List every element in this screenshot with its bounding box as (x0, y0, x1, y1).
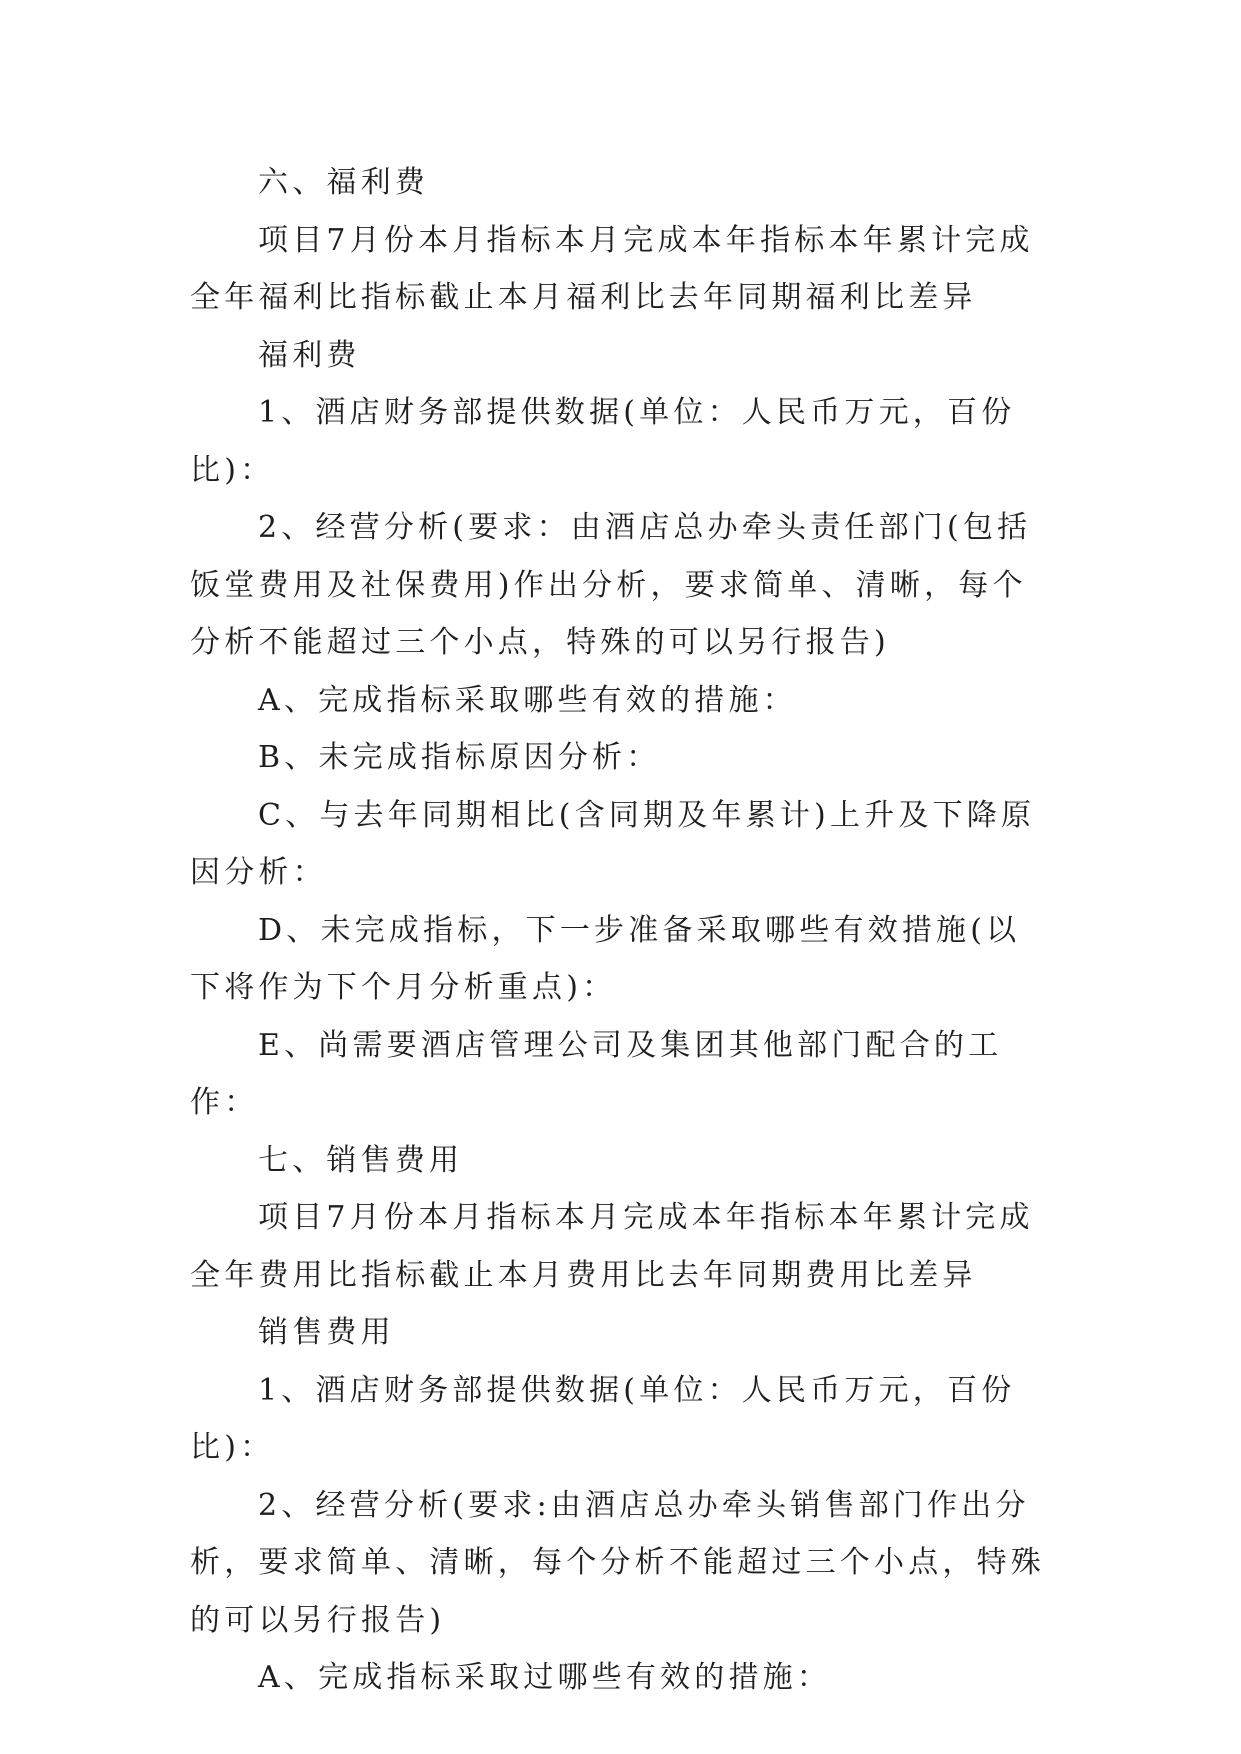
sales-item-a: A、完成指标采取过哪些有效的措施： (258, 1660, 832, 1695)
welfare-table-columns: 项目7月份本月指标本月完成本年指标本年累计完成全年福利比指标截止本月福利比去年同期福利比差异 (190, 222, 1034, 315)
welfare-item-d: D、未完成指标，下一步准备采取哪些有效措施(以下将作为下个月分析重点)： (190, 912, 1021, 1005)
section-heading-welfare: 六、福利费 (258, 165, 429, 200)
welfare-item-c: C、与去年同期相比(含同期及年累计)上升及下降原因分析： (190, 797, 1036, 890)
sales-table-columns: 项目7月份本月指标本月完成本年指标本年累计完成全年费用比指标截止本月费用比去年同期费用比差异 (190, 1200, 1034, 1293)
welfare-item-e: E、尚需要酒店管理公司及集团其他部门配合的工作： (190, 1027, 1003, 1120)
welfare-item-b: B、未完成指标原因分析： (258, 740, 661, 775)
document-body (190, 154, 1054, 1707)
welfare-data-note: 1、酒店财务部提供数据(单位：人民币万元，百份比)： (190, 395, 1016, 488)
sales-row-label: 销售费用 (258, 1315, 395, 1350)
sales-analysis-requirement: 2、经营分析(要求:由酒店总办牵头销售部门作出分析，要求简单、清晰，每个分析不能超过三个小点，特殊的可以另行报告) (190, 1487, 1045, 1638)
welfare-row-label: 福利费 (258, 337, 361, 373)
welfare-analysis-requirement: 2、经营分析(要求：由酒店总办牵头责任部门(包括饭堂费用及社保费用)作出分析，要求简单、清晰，每个分析不能超过三个小点，特殊的可以另行报告) (190, 510, 1032, 660)
welfare-item-a: A、完成指标采取哪些有效的措施： (258, 682, 797, 718)
sales-data-note: 1、酒店财务部提供数据(单位：人民币万元，百份比)： (190, 1372, 1016, 1465)
section-heading-sales: 七、销售费用 (258, 1142, 464, 1178)
